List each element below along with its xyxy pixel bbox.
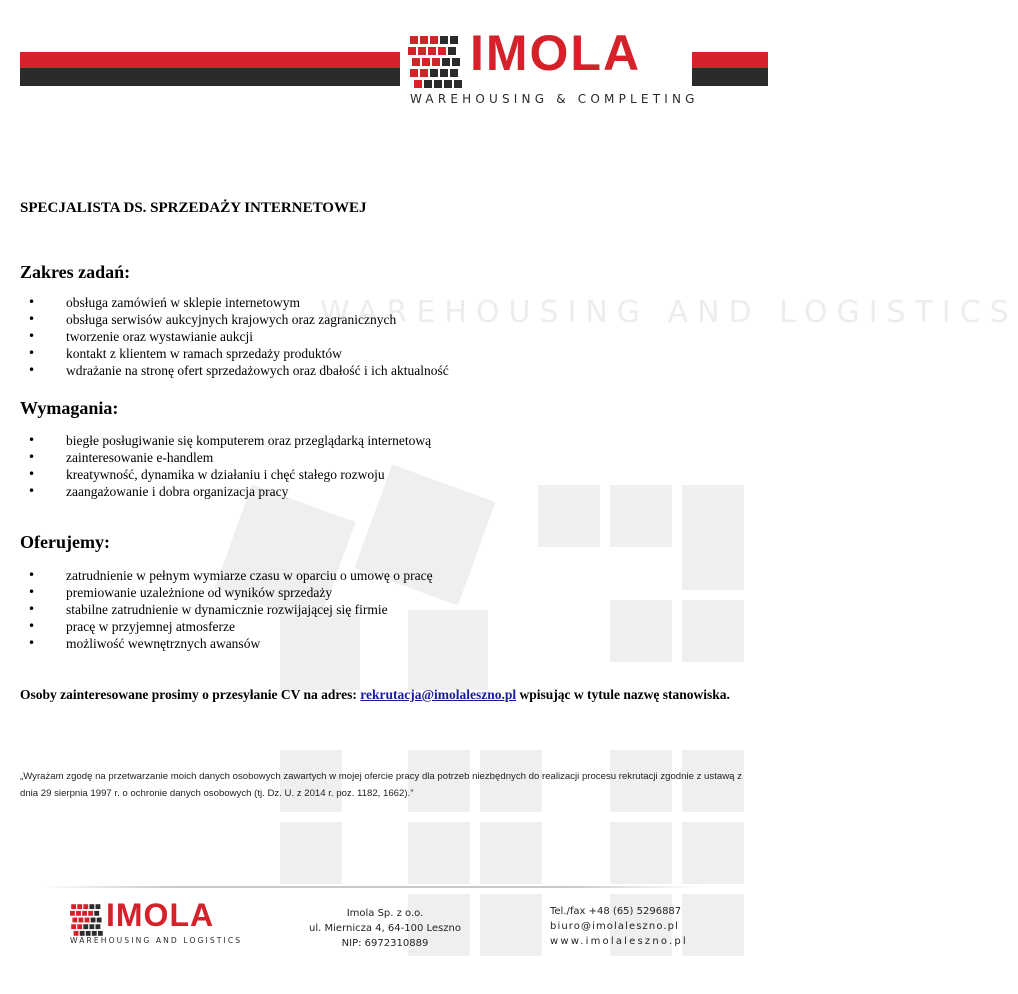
watermark-square [682,894,744,956]
requirements-list [20,432,431,500]
consent-clause: „Wyrażam zgodę na przetwarzanie moich danych osobowych zawartych w mojej ofercie pracy dla potrzeb niezbędnych do realizacji procesu rekrutacji zgodnie z ustawą z dnia 29 sierpnia 1997 r. o ochronie danych osobowych (tj. Dz. U. z 2014 r. poz. 1182, 1662).” [20,771,742,799]
list-item: • stabilne zatrudnienie w dynamicznie rozwijającej się firmie [20,601,433,618]
list-item: • premiowanie uzależnione od wyników sprzedaży [20,584,433,601]
logo-wordmark: IMOLA [106,897,215,933]
list-item: • obsługa serwisów aukcyjnych krajowych oraz zagranicznych [20,311,449,328]
logo-tagline: WAREHOUSING & COMPLETING [410,92,699,106]
watermark-square [682,822,744,884]
offer-list [20,567,433,652]
duties-list [20,294,449,379]
watermark-square [538,485,600,547]
header-band-dark [20,68,400,86]
cv-email-link[interactable]: rekrutacja@imolaleszno.pl [360,687,517,702]
footer-website[interactable]: www.imolaleszno.pl [550,936,688,947]
list-item: • pracę w przyjemnej atmosferze [20,618,433,635]
watermark-square [480,822,542,884]
footer-divider [40,886,700,888]
watermark-square [610,822,672,884]
footer-logo [70,897,250,950]
cv-instructions [20,686,740,703]
cv-text-after: wpisując w tytule nazwę stanowiska. [516,687,730,702]
watermark-square [610,600,672,662]
logo-tagline: WAREHOUSING AND LOGISTICS [70,936,243,945]
cv-text-before: Osoby zainteresowane prosimy o przesyłanie CV na adres: [20,687,361,702]
watermark-text: WAREHOUSING AND LOGISTICS [320,295,1018,330]
header-logo [408,25,699,108]
list-item: • wdrażanie na stronę ofert sprzedażowych oraz dbałość i ich aktualność [20,362,449,379]
list-item: • tworzenie oraz wystawianie aukcji [20,328,449,345]
footer-email[interactable]: biuro@imolaleszno.pl [550,921,679,932]
watermark-square [682,600,744,662]
job-title: SPECJALISTA DS. SPRZEDAŻY INTERNETOWEJ [20,200,367,216]
duties-heading: Zakres zadań: [20,262,131,282]
list-item: • zainteresowanie e-handlem [20,449,431,466]
list-item: • zatrudnienie w pełnym wymiarze czasu w oparciu o umowę o pracę [20,567,433,584]
watermark-square [610,485,672,547]
requirements-heading: Wymagania: [20,398,119,418]
watermark-square [280,822,342,884]
list-item: • biegłe posługiwanie się komputerem oraz przeglądarką internetową [20,432,431,449]
watermark-square [480,894,542,956]
footer-nip: NIP: 6972310889 [341,938,429,949]
logo-grid-icon [70,904,104,936]
header-band-dark-right [692,68,768,86]
footer-phone: Tel./fax +48 (65) 5296887 [550,906,682,917]
watermark-square [408,822,470,884]
footer-company: Imola Sp. z o.o. [346,908,424,919]
watermark-square [682,528,744,590]
footer-address [290,906,480,951]
logo-grid-icon [408,36,464,88]
offer-heading: Oferujemy: [20,532,110,552]
footer-street: ul. Miernicza 4, 64-100 Leszno [309,923,461,934]
list-item: • zaangażowanie i dobra organizacja pracy [20,483,431,500]
list-item: • obsługa zamówień w sklepie internetowym [20,294,449,311]
list-item: • kontakt z klientem w ramach sprzedaży produktów [20,345,449,362]
list-item: • kreatywność, dynamika w działaniu i chęć stałego rozwoju [20,466,431,483]
header-band-red-right [692,52,768,68]
header-band-red [20,52,400,68]
logo-wordmark: IMOLA [470,25,642,81]
list-item: • możliwość wewnętrznych awansów [20,635,433,652]
footer-contact [550,904,688,949]
